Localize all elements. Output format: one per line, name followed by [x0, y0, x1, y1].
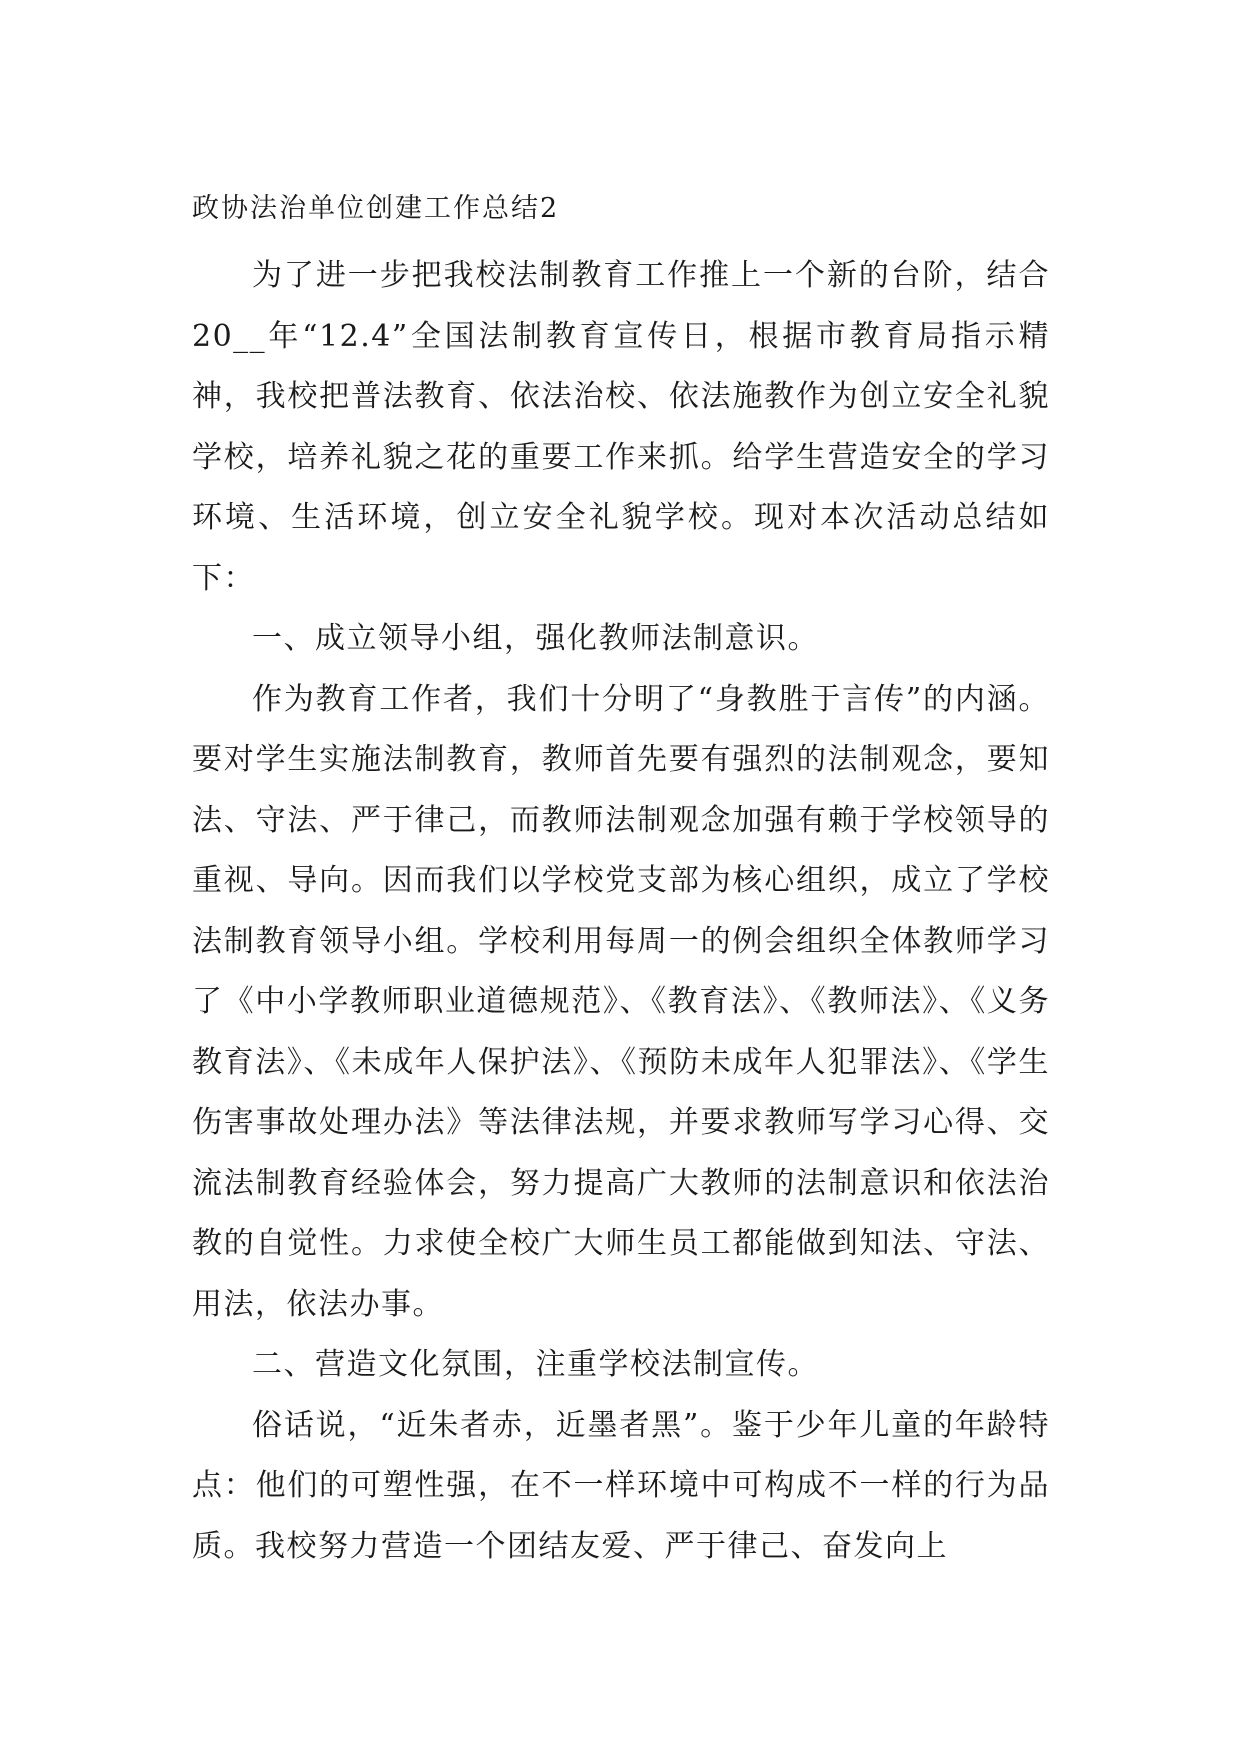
paragraph-intro: 为了进一步把我校法制教育工作推上一个新的台阶，结合20__年“12.4”全国法制教育宣传日，根据市教育局指示精神，我校把普法教育、依法治校、依法施教作为创立安全礼貌学校，培养礼貌之花的重要工作来抓。给学生营造安全的学习环境、生活环境，创立安全礼貌学校。现对本次活动总结如下： — [192, 258, 1050, 596]
section-heading-2: 二、营造文化氛围，注重学校法制宣传。 — [252, 1347, 819, 1382]
document-page — [192, 190, 1050, 1577]
paragraph-section-2: 俗话说，“近朱者赤，近墨者黑”。鉴于少年儿童的年龄特点：他们的可塑性强，在不一样环境中可构成不一样的行为品质。我校努力营造一个团结友爱、严于律己、奋发向上 — [192, 1407, 1050, 1564]
paragraph-section-1: 作为教育工作者，我们十分明了“身教胜于言传”的内涵。要对学生实施法制教育，教师首先要有强烈的法制观念，要知法、守法、严于律己，而教师法制观念加强有赖于学校领导的重视、导向。因而我们以学校党支部为核心组织，成立了学校法制教育领导小组。学校利用每周一的例会组织全体教师学习了《中小学教师职业道德规范》、《教育法》、《教师法》、《义务教育法》、《未成年人保护法》、《预防未成年人犯罪法》、《学生伤害事故处理办法》等法律法规，并要求教师写学习心得、交流法制教育经验体会，努力提高广大教师的法制意识和依法治教的自觉性。力求使全校广大师生员工都能做到知法、守法、用法，依法办事。 — [192, 681, 1050, 1322]
section-heading-1: 一、成立领导小组，强化教师法制意识。 — [252, 621, 819, 656]
document-title: 政协法治单位创建工作总结2 — [192, 193, 560, 224]
